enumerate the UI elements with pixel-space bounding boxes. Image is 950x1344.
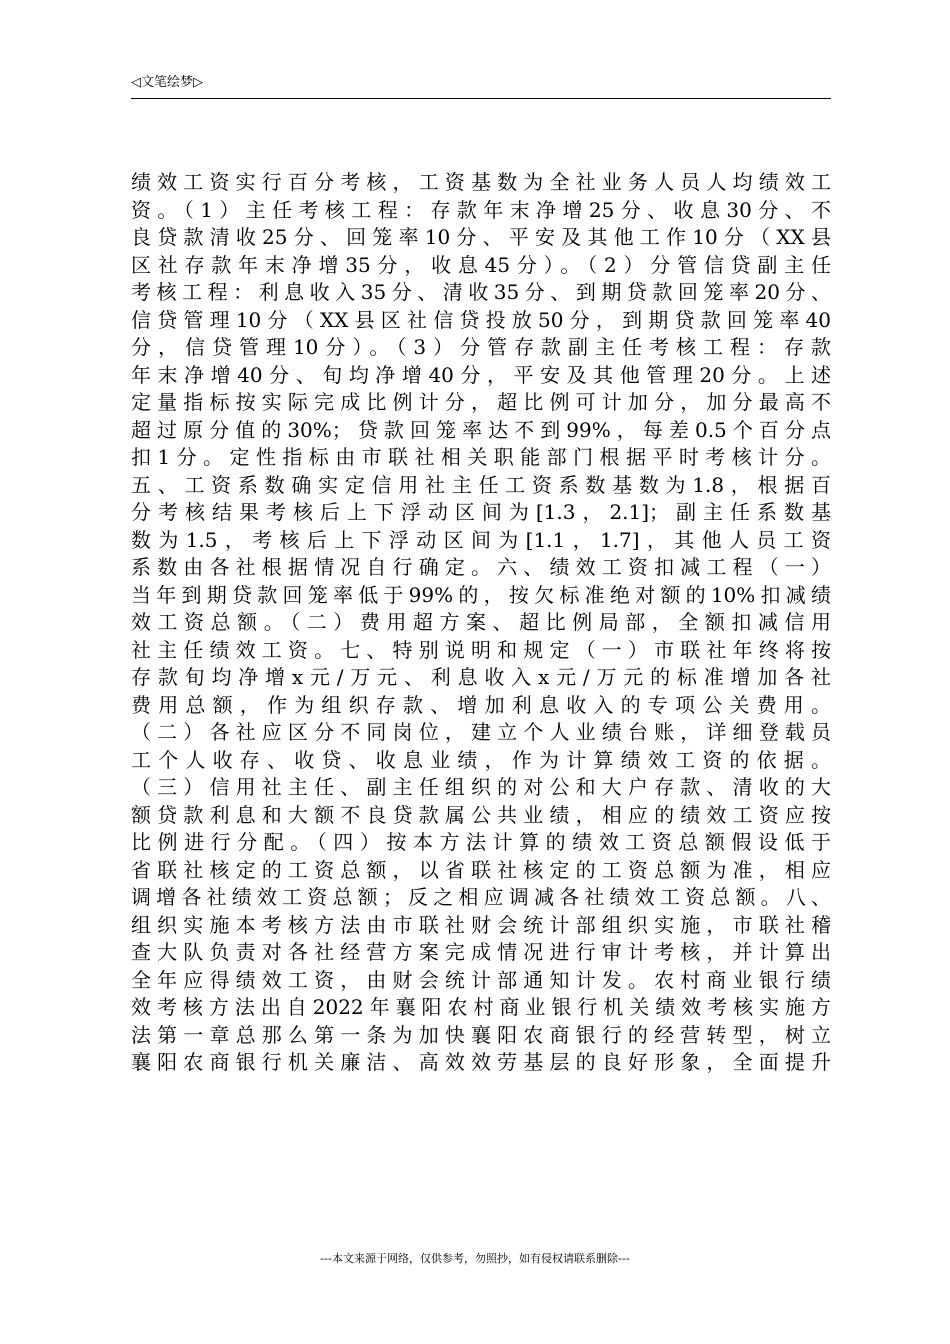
- body-line: 考核工程：利息收入35分、清收35分、到期贷款回笼率20分、: [131, 280, 831, 304]
- body-line: 比例进行分配。（四）按本方法计算的绩效工资总额假设低于: [131, 830, 831, 854]
- body-line: 年末净增40分、旬均净增40分，平安及其他管理20分。上述: [131, 362, 831, 387]
- page-header: [131, 72, 831, 99]
- body-line: 定量指标按实际完成比例计分，超比例可计加分，加分最高不: [131, 390, 831, 414]
- body-line: 系数由各社根据情况自行确定。六、绩效工资扣减工程（一）: [131, 555, 831, 579]
- body-line: 组织实施本考核方法由市联社财会统计部组织实施，市联社稽: [131, 912, 831, 937]
- body-line: 良贷款清收25分、回笼率10分、平安及其他工作10分（XX县: [131, 225, 831, 249]
- body-line: 全年应得绩效工资，由财会统计部通知计发。农村商业银行绩: [131, 967, 831, 992]
- body-line: 查大队负责对各社经营方案完成情况进行审计考核，并计算出: [131, 940, 831, 964]
- body-line: 绩效工资实行百分考核，工资基数为全社业务人员人均绩效工: [131, 170, 831, 194]
- body-line: 法第一章总那么第一条为加快襄阳农商银行的经营转型，树立: [131, 1022, 831, 1047]
- body-line: 社主任绩效工资。七、特别说明和规定（一）市联社年终将按: [131, 637, 831, 662]
- header-title: ◁文笔绘梦▷: [131, 75, 203, 90]
- page-footer: ---本文来源于网络，仅供参考，勿照抄，如有侵权请联系删除---: [320, 1252, 630, 1265]
- body-line: 数为1.5，考核后上下浮动区间为[1.1，1.7]，其他人员工资: [131, 527, 831, 552]
- body-line: 存款旬均净增x元/万元、利息收入x元/万元的标准增加各社: [131, 665, 831, 689]
- body-line: 五、工资系数确实定信用社主任工资系数基数为1.8，根据百: [131, 472, 831, 497]
- body-line: 超过原分值的30%；贷款回笼率达不到99%，每差0.5个百分点: [131, 417, 831, 442]
- body-line: 区社存款年末净增35分，收息45分）。（2）分管信贷副主任: [131, 252, 831, 277]
- body-line: 省联社核定的工资总额，以省联社核定的工资总额为准，相应: [131, 857, 831, 882]
- body-line: 工个人收存、收贷、收息业绩，作为计算绩效工资的依据。: [131, 747, 831, 772]
- body-line: 效考核方法出自2022年襄阳农村商业银行机关绩效考核实施方: [131, 995, 831, 1019]
- body-line: （二）各社应区分不同岗位，建立个人业绩台账，详细登载员: [131, 720, 831, 744]
- body-line: 资。（1）主任考核工程：存款年末净增25分、收息30分、不: [131, 197, 831, 222]
- body-line: 扣1分。定性指标由市联社相关职能部门根据平时考核计分。: [131, 445, 831, 469]
- body-line: 分，信贷管理10分）。（3）分管存款副主任考核工程：存款: [131, 335, 831, 359]
- body-line: 分考核结果考核后上下浮动区间为[1.3，2.1]；副主任系数基: [131, 500, 831, 524]
- body-line: 信贷管理10分（XX县区社信贷投放50分，到期贷款回笼率40: [131, 307, 831, 332]
- body-line: 襄阳农商银行机关廉洁、高效效劳基层的良好形象，全面提升: [131, 1050, 831, 1074]
- body-line: 当年到期贷款回笼率低于99%的，按欠标准绝对额的10%扣减绩: [131, 582, 831, 607]
- body-line: 效工资总额。（二）费用超方案、超比例局部，全额扣减信用: [131, 610, 831, 634]
- document-body: [131, 169, 831, 1077]
- body-line: 额贷款利息和大额不良贷款属公共业绩，相应的绩效工资应按: [131, 802, 831, 827]
- body-line: 费用总额，作为组织存款、增加利息收入的专项公关费用。: [131, 692, 831, 717]
- body-line: 调增各社绩效工资总额；反之相应调减各社绩效工资总额。八、: [131, 885, 831, 909]
- body-line: （三）信用社主任、副主任组织的对公和大户存款、清收的大: [131, 775, 831, 799]
